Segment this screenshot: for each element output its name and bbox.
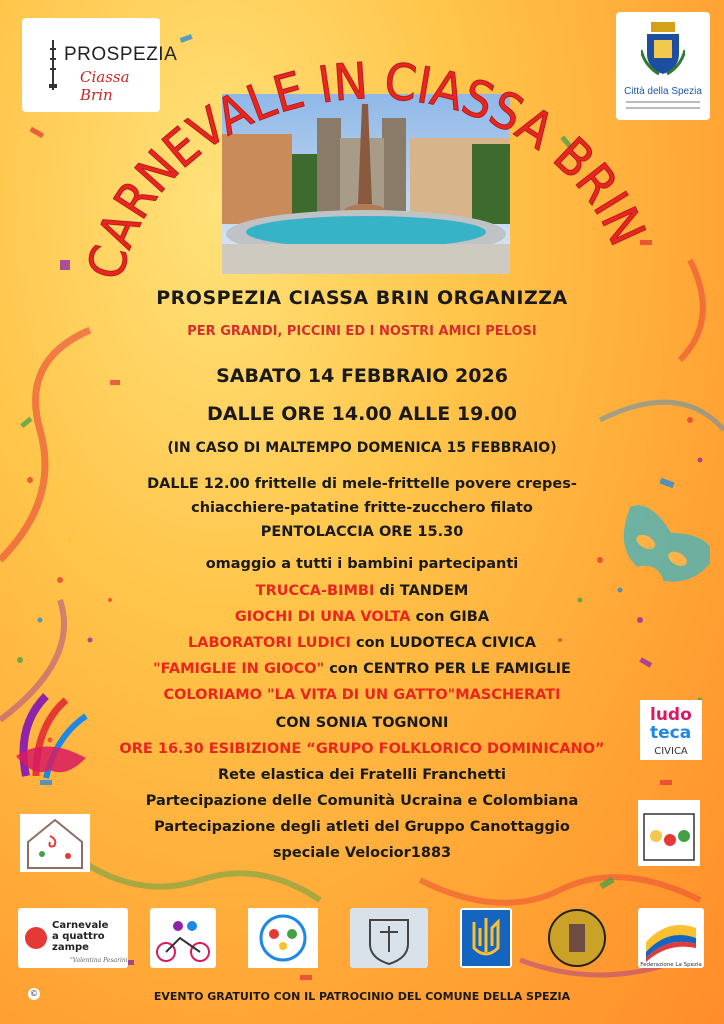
program-line — [0, 767, 724, 783]
program-line — [0, 476, 724, 492]
program-line — [0, 819, 724, 835]
famiglie-logo — [248, 908, 318, 968]
program-text: con LUDOTECA CIVICA — [350, 635, 536, 651]
program-highlight: GIOCHI DI UNA VOLTA — [234, 609, 411, 625]
zampe-line3: zampe — [52, 942, 89, 953]
organizer-heading: PROSPEZIA CIASSA BRIN ORGANIZZA — [156, 287, 568, 309]
program-text: chiacchiere-patatine fritte-zucchero filato — [191, 500, 533, 516]
event-time: DALLE ORE 14.00 ALLE 19.00 — [207, 403, 517, 425]
program-text: speciale Velocior1883 — [272, 845, 452, 861]
prospezia-logo-sub: Ciassa Brin — [80, 68, 130, 104]
program-highlight: LABORATORI LUDICI — [188, 635, 351, 651]
federazione-logo — [638, 908, 704, 968]
ludoteca-civica-logo — [640, 700, 702, 760]
program-line — [0, 845, 724, 861]
program-line — [0, 793, 724, 809]
prospezia-logo-name: PROSPEZIA — [64, 44, 178, 65]
bad-weather-note: (IN CASO DI MALTEMPO DOMENICA 15 FEBBRAIO) — [167, 440, 557, 456]
la-citta-dei-bambini-logo — [638, 800, 700, 866]
program-text: Partecipazione delle Comunità Ucraina e Colombiana — [145, 793, 579, 809]
program-line — [0, 661, 724, 677]
program-line — [0, 715, 724, 731]
carnival-mask-icon — [602, 505, 710, 617]
svg-text:CARNEVALE IN CIASSA BRIN — [77, 52, 657, 285]
program-text: Rete elastica dei Fratelli Franchetti — [217, 767, 507, 783]
ludoteca-line3: CIVICA — [654, 746, 688, 757]
zampe-credit: "Valentina Pesarini" — [70, 957, 128, 964]
program-line — [0, 687, 724, 703]
event-date: SABATO 14 FEBBRAIO 2026 — [216, 365, 508, 387]
program-text: DALLE 12.00 frittelle di mele-frittelle povere crepes- — [147, 476, 577, 492]
program-line — [0, 741, 724, 757]
program-text: omaggio a tutti i bambini partecipanti — [205, 556, 519, 572]
program-highlight: TRUCCA-BIMBI — [255, 583, 375, 599]
program-text: PENTOLACCIA ORE 15.30 — [260, 524, 464, 540]
program-highlight: ORE 16.30 ESIBIZIONE “GRUPO FOLKLORICO DOMINICANO” — [119, 741, 605, 757]
centro-per-le-famiglie-logo — [20, 814, 90, 872]
federazione-label: Federazione La Spezia — [640, 962, 702, 968]
citta-spezia-name: Città della Spezia — [624, 86, 702, 97]
carnevale-zampe-logo — [18, 908, 128, 968]
copyright-icon: © — [30, 989, 38, 998]
program-highlight: "FAMIGLIE IN GIOCO" — [153, 661, 325, 677]
arc-title-text: CARNEVALE IN CIASSA BRIN — [76, 51, 658, 285]
ukraine-trident-logo — [460, 908, 512, 968]
program-text: Partecipazione degli atleti del Gruppo Canottaggio — [154, 819, 570, 835]
ludoteca-line2: teca — [650, 723, 692, 743]
canottaggio-logo — [545, 908, 609, 968]
ludoteca-line1: ludo — [650, 705, 692, 725]
program-line — [0, 635, 724, 651]
zampe-line2: a quattro — [52, 931, 105, 942]
sponsor-logos — [0, 908, 724, 978]
audience-subheading: PER GRANDI, PICCINI ED I NOSTRI AMICI PELOSI — [187, 324, 537, 339]
zampe-line1: Carnevale — [52, 920, 109, 931]
arc-title — [0, 0, 724, 300]
footer-note: EVENTO GRATUITO CON IL PATROCINIO DEL COMUNE DELLA SPEZIA — [153, 990, 571, 1003]
comunita-logo — [350, 908, 428, 968]
program-text: con GIBA — [410, 609, 490, 625]
program-text: con CENTRO PER LE FAMIGLIE — [324, 661, 571, 677]
program-text: CON SONIA TOGNONI — [275, 715, 449, 731]
program-highlight: COLORIAMO "LA VITA DI UN GATTO"MASCHERATI — [163, 687, 561, 703]
tandem-logo — [150, 908, 216, 968]
feather-mask-icon — [6, 686, 106, 786]
program-text: di TANDEM — [374, 583, 469, 599]
